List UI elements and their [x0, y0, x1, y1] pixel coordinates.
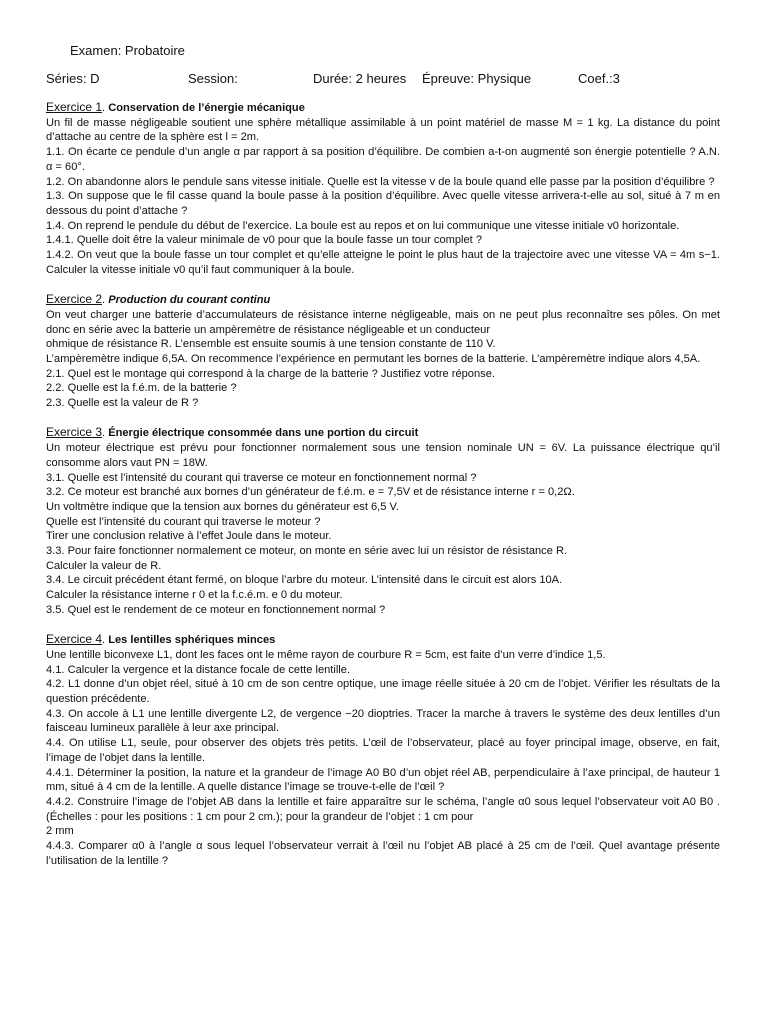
exercise-label: Exercice 3 — [46, 425, 103, 440]
exercise-heading: Exercice 1. Conservation de l’énergie mécanique — [46, 100, 305, 114]
exercise-line: 3.1. Quelle est l’intensité du courant qui traverse ce moteur en fonctionnement normal ? — [46, 471, 477, 484]
exercise-2 — [46, 292, 720, 411]
exam-title: Examen: Probatoire — [70, 43, 185, 58]
exercise-line: 4.4.1. Déterminer la position, la nature et la grandeur de l’image A0 B0 d’un objet réel AB, perpendiculaire à l’axe principal, de hauteur 1 mm, situé à 4 cm de la lentille. A quelle distance l’image se trouve-t-elle de l’œil ? — [46, 766, 720, 794]
exercise-heading: Exercice 3. Énergie électrique consommée dans une portion du circuit — [46, 425, 419, 440]
exercise-label: Exercice 1 — [46, 100, 103, 114]
exercise-label: Exercice 2 — [46, 292, 103, 307]
exercise-line: 1.1. On écarte ce pendule d’un angle α par rapport à sa position d’équilibre. De combien a-t-on augmenté son énergie potentielle ? A.N. α = 60°. — [46, 146, 720, 173]
exercise-line: ohmique de résistance R. L’ensemble est ensuite soumis à une tension constante de 110 V. — [46, 338, 496, 351]
exercise-line: 2.1. Quel est le montage qui correspond à la charge de la batterie ? Justifiez votre réponse. — [46, 367, 495, 380]
exam-content — [46, 100, 720, 883]
exercise-1 — [46, 100, 720, 277]
exercise-line: 1.3. On suppose que le fil casse quand la boule passe à la position d’équilibre. Avec quelle vitesse arrivera-t-elle au sol, situé à 7 m en dessous du point d’attache ? — [46, 190, 720, 217]
exercise-line: Un voltmètre indique que la tension aux bornes du générateur est 6,5 V. — [46, 500, 399, 513]
exercise-line: 1.4. On reprend le pendule du début de l’exercice. La boule est au repos et on lui communique une vitesse initiale v0 horizontale. — [46, 219, 680, 232]
exercise-line: 2.2. Quelle est la f.é.m. de la batterie ? — [46, 382, 237, 395]
exercise-line: 3.2. Ce moteur est branché aux bornes d’un générateur de f.é.m. e = 7,5V et de résistance interne r = 0,2Ω. — [46, 486, 575, 499]
exercise-line: 3.5. Quel est le rendement de ce moteur en fonctionnement normal ? — [46, 603, 386, 616]
exercise-line: On veut charger une batterie d’accumulateurs de résistance interne négligeable, mais on ne peut plus reconnaître ses pôles. On met donc en série avec la batterie un ampèremètre de résistance négligeable et un conducteur — [46, 308, 720, 336]
exercise-title: Énergie électrique consommée dans une portion du circuit — [108, 427, 419, 440]
exercise-title: Production du courant continu — [108, 294, 271, 307]
duration-label: Durée: 2 heures — [313, 71, 407, 86]
exercise-label: Exercice 4 — [46, 632, 103, 647]
exercise-line: 2.3. Quelle est la valeur de R ? — [46, 397, 199, 410]
exercise-line: 4.4.2. Construire l’image de l’objet AB dans la lentille et faire apparaître sur le schéma, l’angle α0 sous lequel l’observateur voit A0 B0 . (Échelles : pour les positions : 1 cm pour 2 cm.); pour la grandeur de l’objet : 1 cm pour — [46, 796, 720, 823]
exercise-line: 4.3. On accole à L1 une lentille divergente L2, de vergence −20 dioptries. Tracer la marche à travers le système des deux lentilles d’un faisceau lumineux parallèle à leur axe principal. — [46, 707, 720, 735]
exercise-line: Calculer la résistance interne r 0 et la f.c.é.m. e 0 du moteur. — [46, 589, 343, 602]
exercise-3 — [46, 425, 720, 617]
series-label: Séries: D — [46, 71, 100, 86]
exercise-line: 2 mm — [46, 825, 74, 838]
exercise-line: Tirer une conclusion relative à l’effet Joule dans le moteur. — [46, 530, 332, 543]
session-label: Session: — [188, 71, 238, 86]
exercise-heading: Exercice 4. Les lentilles sphériques minces — [46, 632, 276, 647]
exercise-line: Une lentille biconvexe L1, dont les faces ont le même rayon de courbure R = 5cm, est faite d’un verre d’indice 1,5. — [46, 648, 606, 661]
exercise-line: 3.3. Pour faire fonctionner normalement ce moteur, on monte en série avec lui un résistor de résistance R. — [46, 545, 568, 558]
exercise-heading: Exercice 2. Production du courant continu — [46, 292, 271, 307]
exercise-line: 4.4.3. Comparer α0 à l’angle α sous lequel l’observateur verrait à l’œil nu l’objet AB placé à 25 cm de l’œil. Quel avantage présente l’utilisation de la lentille ? — [46, 840, 720, 867]
exercise-4 — [46, 632, 720, 868]
exercise-line: Quelle est l’intensité du courant qui traverse le moteur ? — [46, 515, 321, 528]
exercise-line: 1.4.2. On veut que la boule fasse un tour complet et qu’elle atteigne le point le plus haut de la trajectoire avec une vitesse VA = 4m s−1. Calculer la vitesse initiale v0 qu’il faut communiquer à la boule. — [46, 249, 720, 276]
exercise-line: 1.2. On abandonne alors le pendule sans vitesse initiale. Quelle est la vitesse v de la boule quand elle passe par la position d’équilibre ? — [46, 175, 715, 188]
exercise-title: Conservation de l’énergie mécanique — [108, 102, 305, 114]
exercise-title: Les lentilles sphériques minces — [108, 634, 276, 647]
exercise-line: Un fil de masse négligeable soutient une sphère métallique assimilable à un point matériel de masse M = 1 kg. La distance du point d’attache au centre de la sphère est l = 2m. — [46, 116, 720, 144]
exercise-line: Calculer la valeur de R. — [46, 559, 162, 572]
epreuve-label: Épreuve: Physique — [422, 71, 532, 86]
exercise-line: 4.2. L1 donne d’un objet réel, situé à 10 cm de son centre optique, une image réelle située à 20 cm de l’objet. Vérifier les résultats de la question précédente. — [46, 678, 720, 706]
exercise-line: 1.4.1. Quelle doit être la valeur minimale de v0 pour que la boule fasse un tour complet ? — [46, 234, 482, 247]
exam-meta-row — [0, 71, 768, 87]
exercise-line: Un moteur électrique est prévu pour fonctionner normalement sous une tension nominale UN = 6V. La puissance électrique qu’il consomme alors vaut PN = 18W. — [46, 442, 720, 469]
exercise-line: 3.4. Le circuit précédent étant fermé, on bloque l’arbre du moteur. L’intensité dans le circuit est alors 10A. — [46, 574, 563, 587]
exercise-line: L’ampèremètre indique 6,5A. On recommence l’expérience en permutant les bornes de la batterie. L’ampèremètre indique alors 4,5A. — [46, 352, 701, 365]
exercise-line: 4.1. Calculer la vergence et la distance focale de cette lentille. — [46, 663, 351, 676]
coef-label: Coef.:3 — [578, 71, 620, 86]
exercise-line: 4.4. On utilise L1, seule, pour observer des objets très petits. L’œil de l’observateur, placé au foyer principal image, observe, en fait, l’image de l’objet dans la lentille. — [46, 737, 720, 764]
